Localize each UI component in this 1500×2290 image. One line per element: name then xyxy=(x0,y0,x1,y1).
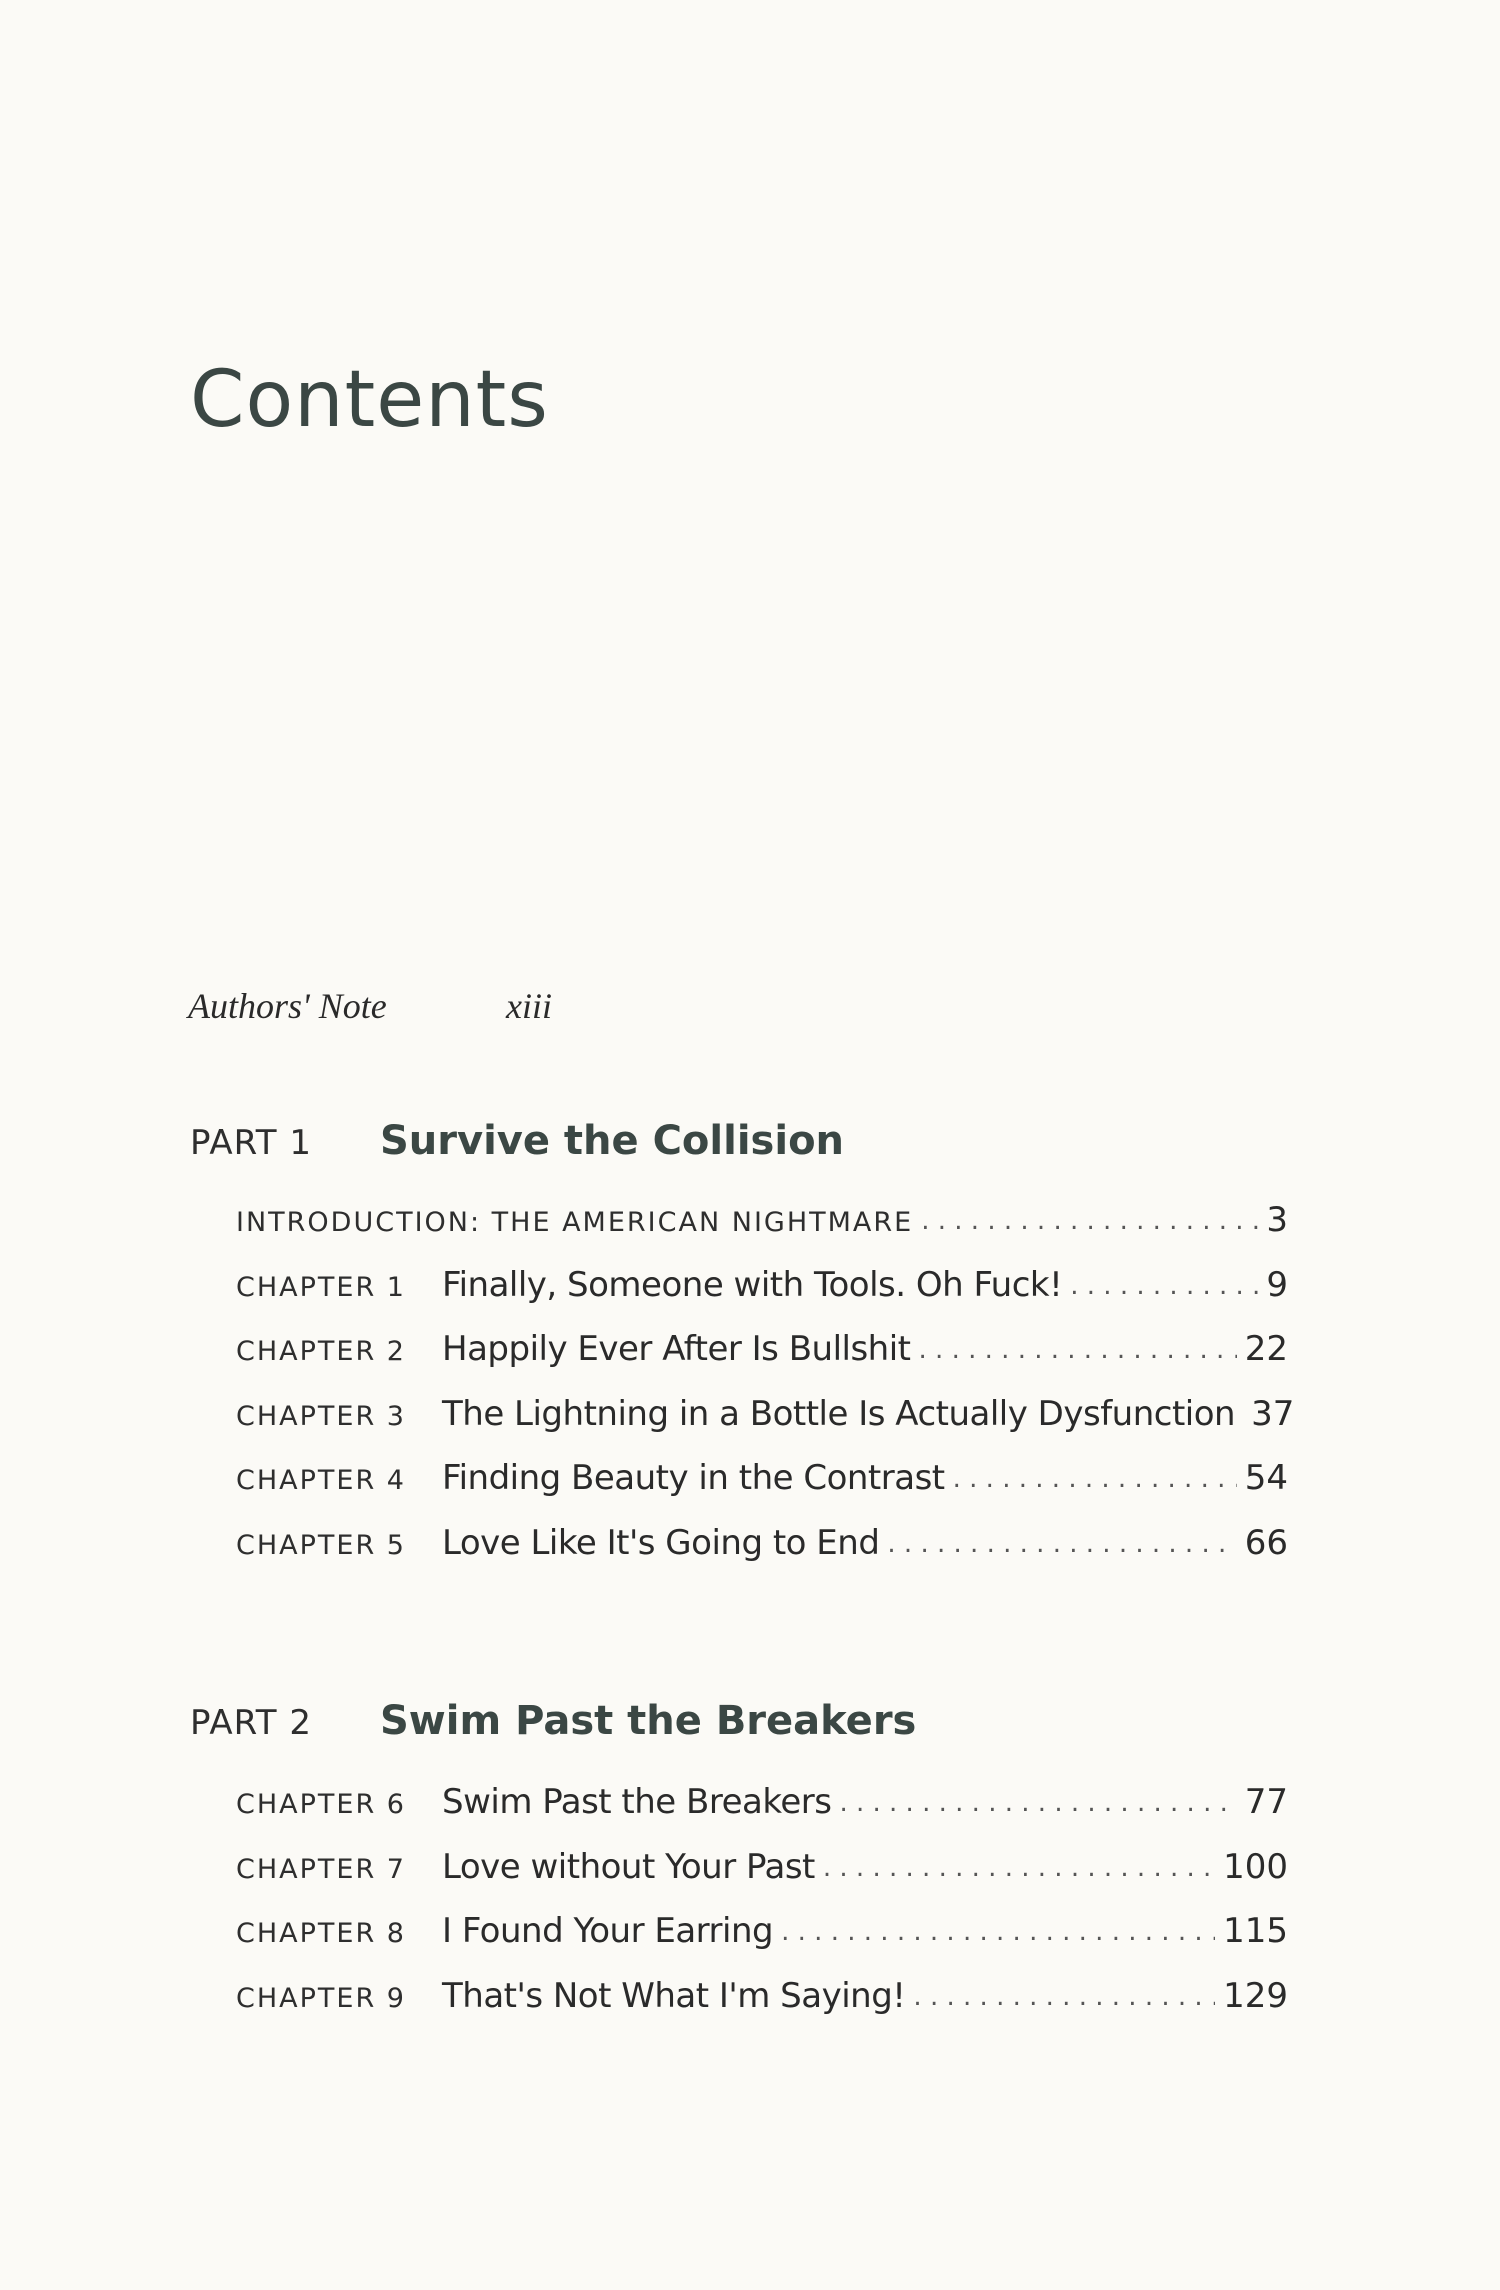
toc-entry-page: 100 xyxy=(1223,1846,1288,1887)
toc-entry-title: Love Like It's Going to End xyxy=(442,1522,880,1563)
part-label: PART 2 xyxy=(190,1703,312,1743)
chapter-label: CHAPTER 8 xyxy=(236,1918,406,1949)
authors-note-page: xiii xyxy=(506,986,552,1026)
toc-entry-chapter-7[interactable] xyxy=(236,1847,1288,1912)
chapter-label: CHAPTER 5 xyxy=(236,1529,406,1561)
toc-entry-page: 3 xyxy=(1266,1200,1288,1240)
chapter-label: CHAPTER 2 xyxy=(236,1336,406,1367)
part-2-entries xyxy=(236,1782,1288,2040)
toc-entry-chapter-5[interactable] xyxy=(236,1523,1288,1588)
toc-entry-title: Happily Ever After Is Bullshit xyxy=(442,1329,911,1369)
toc-entry-chapter-3[interactable] xyxy=(236,1393,1295,1459)
part-title: Swim Past the Breakers xyxy=(380,1698,917,1744)
toc-entry-page: 22 xyxy=(1244,1329,1288,1369)
dot-leader xyxy=(919,1335,1237,1365)
toc-entry-page: 9 xyxy=(1266,1264,1288,1305)
toc-entry-page: 54 xyxy=(1244,1458,1288,1498)
toc-entry-page: 66 xyxy=(1244,1522,1288,1563)
part-2-heading[interactable] xyxy=(190,1698,916,1744)
part-1-heading[interactable] xyxy=(190,1118,844,1164)
chapter-label: CHAPTER 4 xyxy=(236,1465,406,1496)
toc-entry-title: Finding Beauty in the Contrast xyxy=(442,1458,945,1498)
toc-entry-title: Love without Your Past xyxy=(442,1846,815,1887)
toc-entry-page: 37 xyxy=(1251,1393,1295,1434)
toc-entry-page: 77 xyxy=(1244,1782,1288,1822)
toc-entry-chapter-2[interactable] xyxy=(236,1329,1288,1394)
toc-entry-title: Swim Past the Breakers xyxy=(442,1782,832,1822)
chapter-label: CHAPTER 1 xyxy=(236,1271,406,1303)
chapter-label: CHAPTER 7 xyxy=(236,1853,406,1885)
toc-entry-title: The Lightning in a Bottle Is Actually Dysfunction xyxy=(442,1393,1236,1434)
dot-leader xyxy=(839,1788,1236,1818)
dot-leader xyxy=(921,1206,1258,1236)
toc-entry-title: Finally, Someone with Tools. Oh Fuck! xyxy=(442,1264,1063,1305)
toc-entry-title: That's Not What I'm Saying! xyxy=(442,1975,906,2016)
toc-entry-chapter-1[interactable] xyxy=(236,1265,1288,1330)
toc-entry-chapter-9[interactable] xyxy=(236,1976,1288,2041)
dot-leader xyxy=(823,1853,1215,1883)
chapter-label: CHAPTER 9 xyxy=(236,1982,406,2014)
dot-leader xyxy=(1070,1271,1258,1301)
toc-entry-title: I Found Your Earring xyxy=(442,1911,774,1951)
page-title: Contents xyxy=(190,355,549,445)
toc-entry-title: INTRODUCTION: THE AMERICAN NIGHTMARE xyxy=(236,1207,914,1238)
dot-leader xyxy=(913,1982,1215,2012)
part-title: Survive the Collision xyxy=(380,1118,845,1164)
authors-note-entry[interactable] xyxy=(188,985,552,1027)
dot-leader xyxy=(887,1529,1236,1559)
chapter-label: CHAPTER 3 xyxy=(236,1400,406,1432)
part-1-entries xyxy=(236,1200,1295,1587)
toc-entry-chapter-8[interactable] xyxy=(236,1911,1288,1976)
toc-entry-page: 129 xyxy=(1223,1975,1288,2016)
toc-entry-page: 115 xyxy=(1223,1911,1288,1951)
chapter-label: CHAPTER 6 xyxy=(236,1789,406,1820)
toc-entry-chapter-4[interactable] xyxy=(236,1458,1288,1523)
part-label: PART 1 xyxy=(190,1123,312,1163)
dot-leader xyxy=(953,1464,1237,1494)
authors-note-title: Authors' Note xyxy=(188,986,387,1026)
toc-entry-chapter-6[interactable] xyxy=(236,1782,1288,1847)
toc-entry-introduction[interactable] xyxy=(236,1200,1288,1265)
dot-leader xyxy=(781,1917,1215,1947)
